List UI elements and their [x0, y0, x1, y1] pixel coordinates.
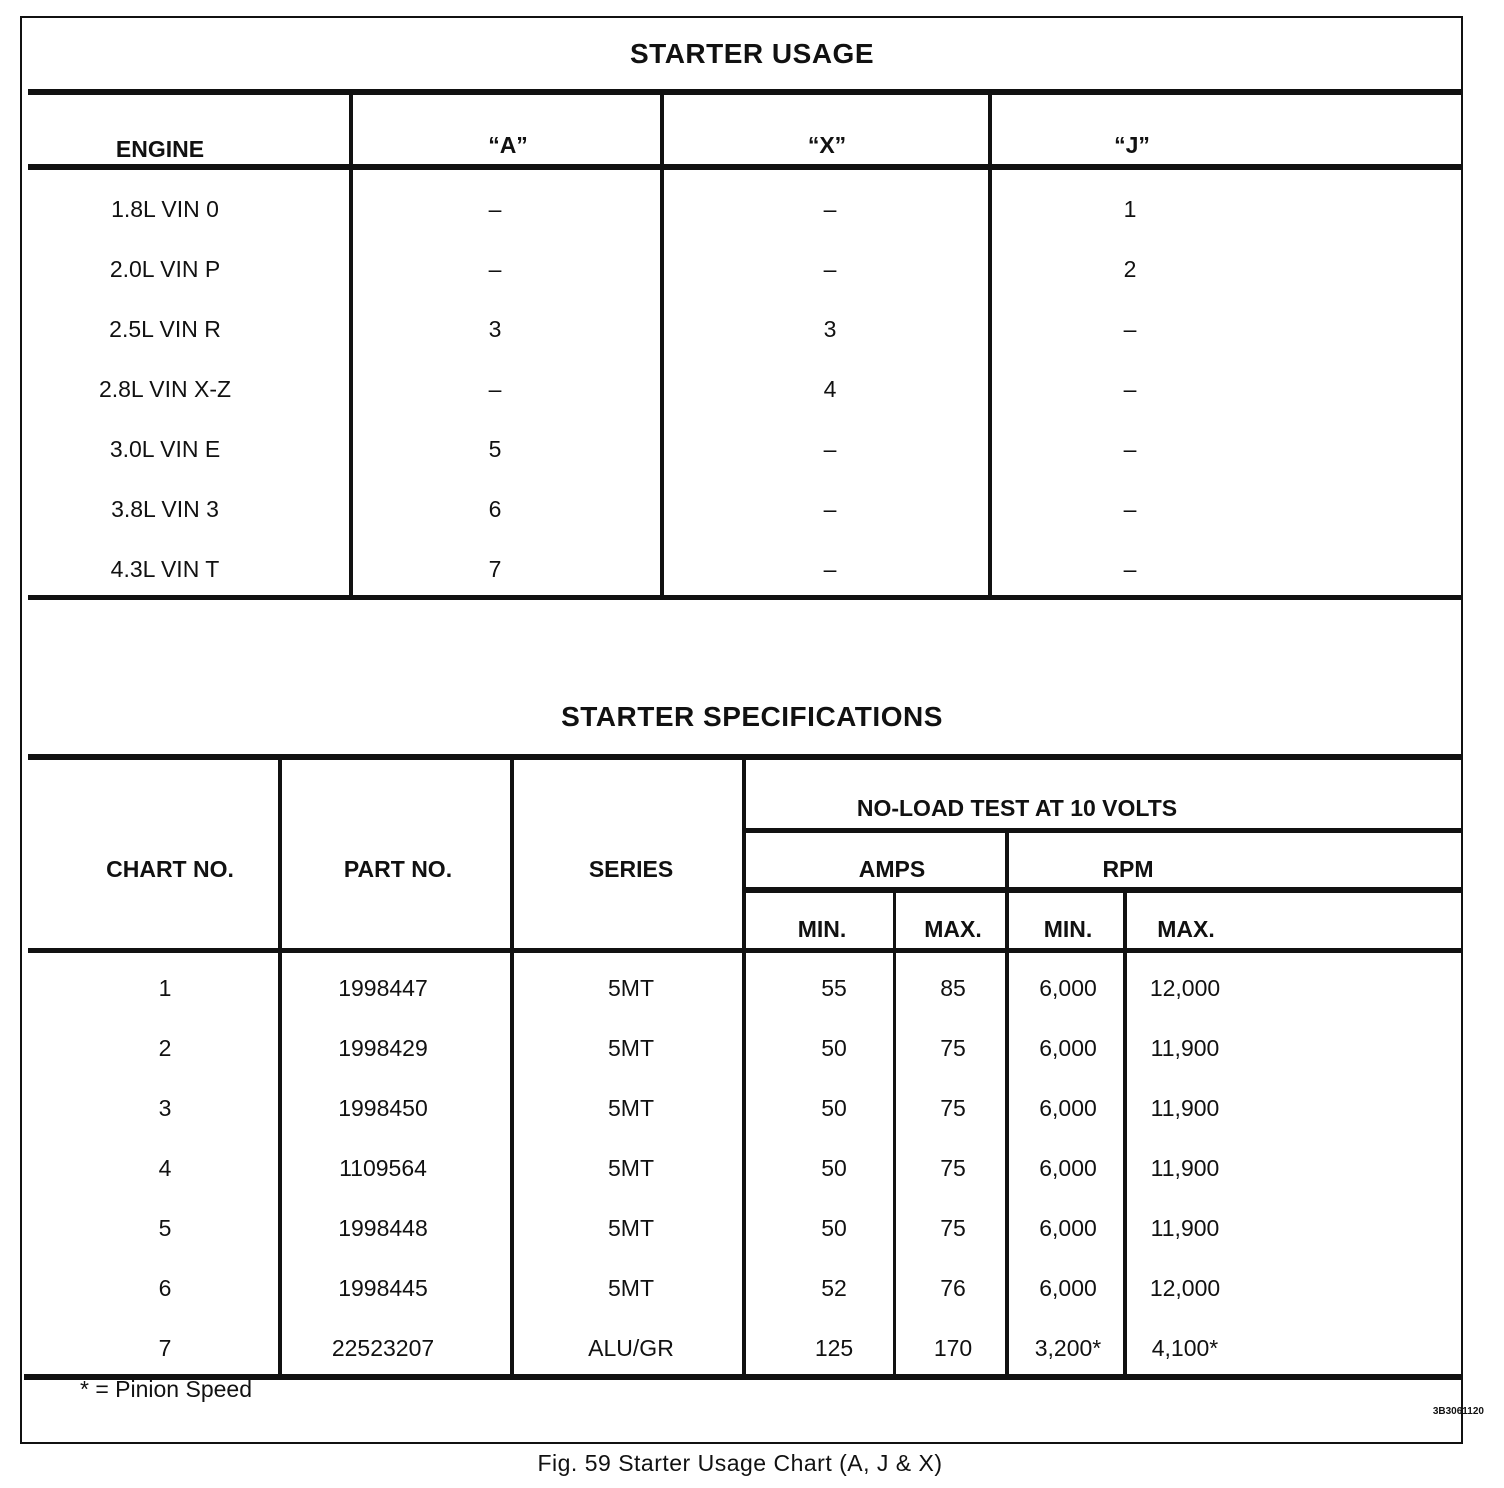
specs-header-amps-max: MAX.: [924, 916, 982, 942]
specs-cell-part-no: 1998429: [338, 1035, 428, 1061]
usage-header-engine: ENGINE: [115, 136, 205, 162]
usage-cell-x: –: [823, 556, 837, 582]
specs-header-no-load: NO-LOAD TEST AT 10 VOLTS: [856, 795, 1178, 821]
usage-cell-x: –: [823, 256, 837, 282]
figure-caption: Fig. 59 Starter Usage Chart (A, J & X): [537, 1450, 943, 1476]
usage-header-a: “A”: [488, 132, 528, 158]
specs-cell-series: 5MT: [608, 1035, 654, 1061]
usage-cell-a: 3: [488, 316, 502, 342]
specs-cell-rpm-min: 6,000: [1039, 975, 1097, 1001]
specs-cell-amps-min: 50: [821, 1035, 847, 1061]
usage-cell-j: –: [1123, 496, 1137, 522]
specs-cell-amps-min: 50: [821, 1215, 847, 1241]
usage-cell-j: –: [1123, 436, 1137, 462]
specs-title: STARTER SPECIFICATIONS: [561, 701, 943, 732]
usage-cell-j: –: [1123, 376, 1137, 402]
specs-cell-part-no: 1998448: [338, 1215, 428, 1241]
specs-cell-series: 5MT: [608, 1095, 654, 1121]
specs-cell-chart-no: 1: [158, 975, 172, 1001]
usage-cell-x: –: [823, 436, 837, 462]
specs-cell-rpm-max: 11,900: [1150, 1035, 1220, 1061]
usage-cell-a: 6: [488, 496, 502, 522]
specs-cell-chart-no: 5: [158, 1215, 172, 1241]
footnote: * = Pinion Speed: [80, 1376, 252, 1402]
usage-cell-engine: 2.8L VIN X-Z: [98, 376, 232, 402]
specs-cell-amps-min: 125: [814, 1335, 854, 1361]
specs-cell-rpm-min: 6,000: [1039, 1275, 1097, 1301]
specs-header-amps: AMPS: [858, 856, 926, 882]
specs-header-part-no: PART NO.: [343, 856, 453, 882]
specs-cell-rpm-max: 11,900: [1150, 1155, 1220, 1181]
usage-cell-engine: 2.0L VIN P: [109, 256, 221, 282]
usage-header-x: “X”: [807, 132, 847, 158]
specs-no-load-rule: [745, 828, 1463, 833]
specs-cell-amps-min: 50: [821, 1095, 847, 1121]
usage-cell-a: 7: [488, 556, 502, 582]
specs-header-rpm: RPM: [1102, 856, 1154, 882]
specs-header-series: SERIES: [588, 856, 674, 882]
specs-divider-1: [278, 757, 282, 1377]
specs-cell-rpm-max: 12,000: [1149, 975, 1221, 1001]
usage-cell-j: 1: [1123, 196, 1137, 222]
usage-header-rule: [28, 164, 1463, 170]
usage-cell-j: –: [1123, 316, 1137, 342]
specs-divider-4: [893, 891, 896, 1377]
specs-cell-series: 5MT: [608, 1215, 654, 1241]
specs-cell-part-no: 22523207: [331, 1335, 435, 1361]
usage-cell-a: 5: [488, 436, 502, 462]
usage-cell-x: –: [823, 196, 837, 222]
specs-cell-series: 5MT: [608, 1155, 654, 1181]
specs-cell-part-no: 1998450: [338, 1095, 428, 1121]
specs-cell-amps-max: 75: [940, 1155, 966, 1181]
usage-cell-j: 2: [1123, 256, 1137, 282]
usage-cell-engine: 3.0L VIN E: [109, 436, 221, 462]
specs-cell-amps-max: 75: [940, 1215, 966, 1241]
specs-cell-rpm-max: 11,900: [1150, 1095, 1220, 1121]
specs-cell-rpm-min: 6,000: [1039, 1035, 1097, 1061]
specs-cell-chart-no: 7: [158, 1335, 172, 1361]
specs-cell-rpm-max: 11,900: [1150, 1215, 1220, 1241]
specs-cell-part-no: 1998447: [338, 975, 428, 1001]
specs-header-amps-min: MIN.: [797, 916, 847, 942]
usage-cell-a: –: [488, 256, 502, 282]
specs-cell-chart-no: 4: [158, 1155, 172, 1181]
specs-cell-amps-max: 170: [933, 1335, 973, 1361]
specs-header-rpm-max: MAX.: [1157, 916, 1215, 942]
specs-cell-amps-max: 75: [940, 1095, 966, 1121]
usage-cell-engine: 4.3L VIN T: [110, 556, 220, 582]
specs-cell-series: ALU/GR: [588, 1335, 674, 1361]
specs-cell-part-no: 1109564: [339, 1155, 427, 1181]
specs-cell-chart-no: 2: [158, 1035, 172, 1061]
specs-header-chart-no: CHART NO.: [106, 856, 234, 882]
usage-cell-x: 4: [823, 376, 837, 402]
specs-cell-amps-max: 85: [940, 975, 966, 1001]
specs-header-rpm-min: MIN.: [1043, 916, 1093, 942]
specs-amps-rpm-rule: [745, 887, 1463, 893]
specs-cell-rpm-min: 3,200*: [1034, 1335, 1102, 1361]
usage-cell-j: –: [1123, 556, 1137, 582]
usage-top-rule: [28, 89, 1463, 95]
specs-cell-series: 5MT: [608, 975, 654, 1001]
usage-cell-engine: 3.8L VIN 3: [111, 496, 219, 522]
figure-code: 3B3061120: [1432, 1406, 1484, 1417]
specs-cell-series: 5MT: [608, 1275, 654, 1301]
specs-cell-rpm-max: 12,000: [1149, 1275, 1221, 1301]
usage-cell-a: –: [488, 376, 502, 402]
specs-cell-amps-max: 75: [940, 1035, 966, 1061]
usage-cell-a: –: [488, 196, 502, 222]
specs-cell-chart-no: 3: [158, 1095, 172, 1121]
usage-title: STARTER USAGE: [630, 38, 874, 69]
specs-divider-6: [1123, 891, 1127, 1377]
usage-divider-1: [349, 92, 353, 598]
specs-cell-rpm-min: 6,000: [1039, 1155, 1097, 1181]
usage-cell-x: –: [823, 496, 837, 522]
usage-bottom-rule: [28, 595, 1463, 600]
specs-cell-amps-max: 76: [940, 1275, 966, 1301]
specs-cell-amps-min: 50: [821, 1155, 847, 1181]
specs-cell-rpm-min: 6,000: [1039, 1095, 1097, 1121]
usage-cell-engine: 1.8L VIN 0: [111, 196, 219, 222]
specs-cell-part-no: 1998445: [338, 1275, 428, 1301]
specs-cell-rpm-min: 6,000: [1039, 1215, 1097, 1241]
specs-cell-amps-min: 55: [821, 975, 847, 1001]
specs-cell-amps-min: 52: [821, 1275, 847, 1301]
specs-cell-chart-no: 6: [158, 1275, 172, 1301]
usage-header-j: “J”: [1114, 132, 1150, 158]
usage-cell-engine: 2.5L VIN R: [109, 316, 221, 342]
usage-cell-x: 3: [823, 316, 837, 342]
specs-divider-2: [510, 757, 514, 1377]
specs-cell-rpm-max: 4,100*: [1151, 1335, 1219, 1361]
